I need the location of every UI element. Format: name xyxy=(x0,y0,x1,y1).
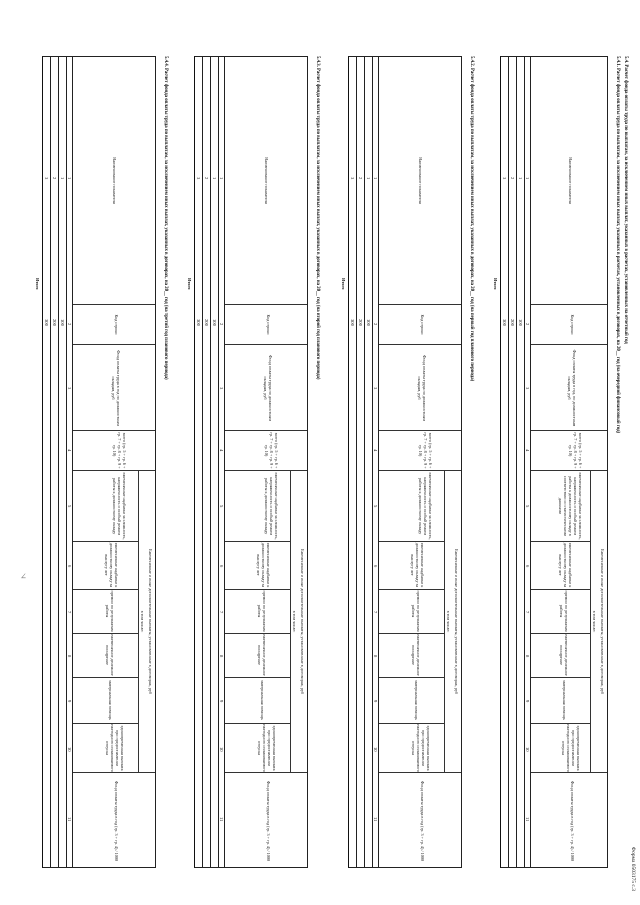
col-7-header: премии по результатам работы xyxy=(256,590,267,632)
col-9-header: материальная помощь xyxy=(562,680,567,720)
table-row: 1 100 xyxy=(210,56,218,868)
col-10-header: единовременная выплата при предоставлении ежегодного оплачиваемого отпуска xyxy=(560,724,581,772)
col-group-header: Ежемесячные и иные дополнительные выплаты, установленные в договорах, руб xyxy=(148,549,153,694)
col-code-header: Код строки xyxy=(570,314,575,335)
col-8-header: ежемесячное денежное поощрение xyxy=(558,634,569,676)
col-7-header: премии по результатам работы xyxy=(558,590,569,632)
total-label: Итого xyxy=(341,278,346,290)
col-9-header: материальная помощь xyxy=(108,680,113,720)
section-5-4-2 xyxy=(326,56,476,868)
col-fot-header: Фонд оплаты труда в год, по должностным окладам, руб xyxy=(566,349,577,427)
col-5-header: ежемесячные надбавки за сложность, напряженность и особый режим работы к должностному окладу xyxy=(417,472,433,540)
col-fot-year-header: Фонд оплаты труда в год (гр. 3 + гр. 4) / 1000 xyxy=(266,780,271,862)
section-title: 5.4.1. Расчет фонда оплаты труда по выплатам, за исключением иных выплат, указанных в расчетах, установленных в договорах, на 20__ год (на очередной финансовый год) xyxy=(615,56,620,434)
col-fot-year-header: Фонд оплаты труда в год (гр. 3 + гр. 4) / 1000 xyxy=(114,780,119,862)
edge-mark: ∠ xyxy=(20,572,27,581)
table-row: 2 200 xyxy=(202,56,210,868)
col-10-header: единовременная выплата при предоставлении ежегодного оплачиваемого отпуска xyxy=(410,724,431,772)
section-title-main: 5.4. Расчет фонда оплаты труда по выплатам, за исключением иных выплат, указанных в расчетах, установленных на отчетный год xyxy=(623,56,628,344)
total-label: Итого xyxy=(35,278,40,290)
col-code-header: Код строки xyxy=(114,314,119,335)
table-header xyxy=(378,56,462,868)
col-6-header: ежемесячные надбавки к должностному окладу за выслугу лет xyxy=(557,542,573,588)
table-row: 3 300 xyxy=(348,56,356,868)
table-row: 1 100 xyxy=(516,56,524,868)
col-fot-header: Фонд оплаты труда в год по должностным окладам, руб xyxy=(110,350,121,426)
col-6-header: ежемесячные надбавки к должностному окладу за выслугу лет xyxy=(409,542,425,588)
col-code-header: Код строки xyxy=(420,314,425,335)
col-name-header: Наименование показателя xyxy=(568,157,573,204)
col-name-header: Наименование показателя xyxy=(112,157,117,204)
col-group-header: Ежемесячные и иные дополнительные выплаты, установленные в договорах, руб xyxy=(454,549,459,694)
col-fot-year-header: Фонд оплаты труда в год (гр. 3 + гр. 4) / 1000 xyxy=(420,780,425,862)
table-row: 3 300 xyxy=(42,56,50,868)
column-number-row: 1 2 3 4 5 6 7 8 9 10 11 xyxy=(66,56,72,868)
table-row: 3 300 xyxy=(500,56,508,868)
col-group-header: Ежемесячные и иные дополнительные выплаты, установленные в договорах, руб xyxy=(600,549,605,694)
section-5-4-3 xyxy=(172,56,322,868)
col-sum-header: всего (гр. 5 + гр. 6 + гр. 7 + гр. 8 + гр. 9 + гр. 10) xyxy=(567,432,583,469)
col-group-subheader: в том числе: xyxy=(446,610,451,633)
col-group-subheader: в том числе: xyxy=(140,610,145,633)
col-fot-year-header: Фонд оплаты труда в год (гр. 3 + гр. 4) / 1000 xyxy=(570,780,575,862)
col-9-header: материальная помощь xyxy=(260,680,265,720)
column-number-row: 1 2 3 4 5 6 7 8 9 10 11 xyxy=(524,56,530,868)
col-fot-header: Фонд оплаты труда по должностным окладам, руб xyxy=(416,355,427,421)
column-number-row: 1 2 3 4 5 6 7 8 9 10 11 xyxy=(372,56,378,868)
col-fot-header: Фонд оплаты труда по должностным окладам, руб xyxy=(262,355,273,421)
col-group-header: Ежемесячные и иные дополнительные выплаты, установленные в договорах, руб xyxy=(300,549,305,694)
table-row: 2 200 xyxy=(50,56,58,868)
table-row: 1 100 xyxy=(58,56,66,868)
section-title: 5.4.4. Расчет фонда оплаты труда по выплатам, за исключением иных выплат, указанных в договорах, на 20__ год (на третий год планового периода) xyxy=(163,56,168,380)
col-10-header: единовременная выплата при предоставлении ежегодного оплачиваемого отпуска xyxy=(256,724,277,772)
col-9-header: материальная помощь xyxy=(414,680,419,720)
col-10-header: единовременная выплата при предоставлении ежегодного оплачиваемого отпуска xyxy=(104,724,125,772)
table-header xyxy=(530,56,608,868)
col-6-header: ежемесячные надбавки к должностному окладу за выслугу лет xyxy=(255,542,271,588)
table-row: 1 100 xyxy=(364,56,372,868)
section-5-4-4 xyxy=(10,56,170,868)
section-title: 5.4.3. Расчет фонда оплаты труда по выплатам, за исключением иных выплат, указанных в договорах, на 20__ год (на второй год планового периода) xyxy=(315,56,320,380)
section-title: 5.4.2. Расчет фонда оплаты труда по выплатам, за исключением иных выплат, указанных в договорах, на 20__ год (на первый год планового периода) xyxy=(469,56,474,382)
table-row: 2 200 xyxy=(356,56,364,868)
col-name-header: Наименование показателя xyxy=(264,157,269,204)
col-8-header: ежемесячное денежное поощрение xyxy=(410,634,421,676)
col-5-header: ежемесячные надбавки за сложность, напряженность и особый режим работы к должностному окладу в соответствии со статистическими данными xyxy=(557,472,583,540)
col-group-subheader: в том числе: xyxy=(292,610,297,633)
col-8-header: ежемесячное денежное поощрение xyxy=(256,634,267,676)
col-5-header: ежемесячные надбавки за сложность, напряженность и особый режим работы к должностному окладу xyxy=(111,472,127,540)
table-row: 2 200 xyxy=(508,56,516,868)
col-6-header: ежемесячные надбавки к должностному окладу за выслугу лет xyxy=(103,542,119,588)
section-5-4-1 xyxy=(482,56,628,868)
col-7-header: премии по результатам работы xyxy=(410,590,421,632)
col-sum-header: всего (гр. 5 + гр. 6 + гр. 7 + гр. 8 + гр. 9 + гр. 10) xyxy=(111,432,127,469)
col-sum-header: всего (гр. 5 + гр. 6 + гр. 7 + гр. 8 + гр. 9 + гр. 10) xyxy=(263,432,279,469)
col-code-header: Код строки xyxy=(266,314,271,335)
col-5-header: ежемесячные надбавки за сложность, напряженность и особый режим работы к должностному окладу xyxy=(263,472,279,540)
table-header xyxy=(72,56,156,868)
table-row: 3 300 xyxy=(194,56,202,868)
col-8-header: ежемесячное денежное поощрение xyxy=(104,634,115,676)
col-7-header: премии по результатам работы xyxy=(104,590,115,632)
col-name-header: Наименование показателя xyxy=(418,157,423,204)
col-group-subheader: в том числе: xyxy=(592,610,597,633)
total-label: Итого xyxy=(493,278,498,290)
col-sum-header: всего (гр. 5 + гр. 6 + гр. 7 + гр. 8 + гр. 9 + гр. 10) xyxy=(417,432,433,469)
table-header xyxy=(224,56,308,868)
form-code: Форма 0503175 с.3 xyxy=(630,846,636,891)
column-number-row: 1 2 3 4 5 6 7 8 9 10 11 xyxy=(218,56,224,868)
total-label: Итого xyxy=(187,278,192,290)
